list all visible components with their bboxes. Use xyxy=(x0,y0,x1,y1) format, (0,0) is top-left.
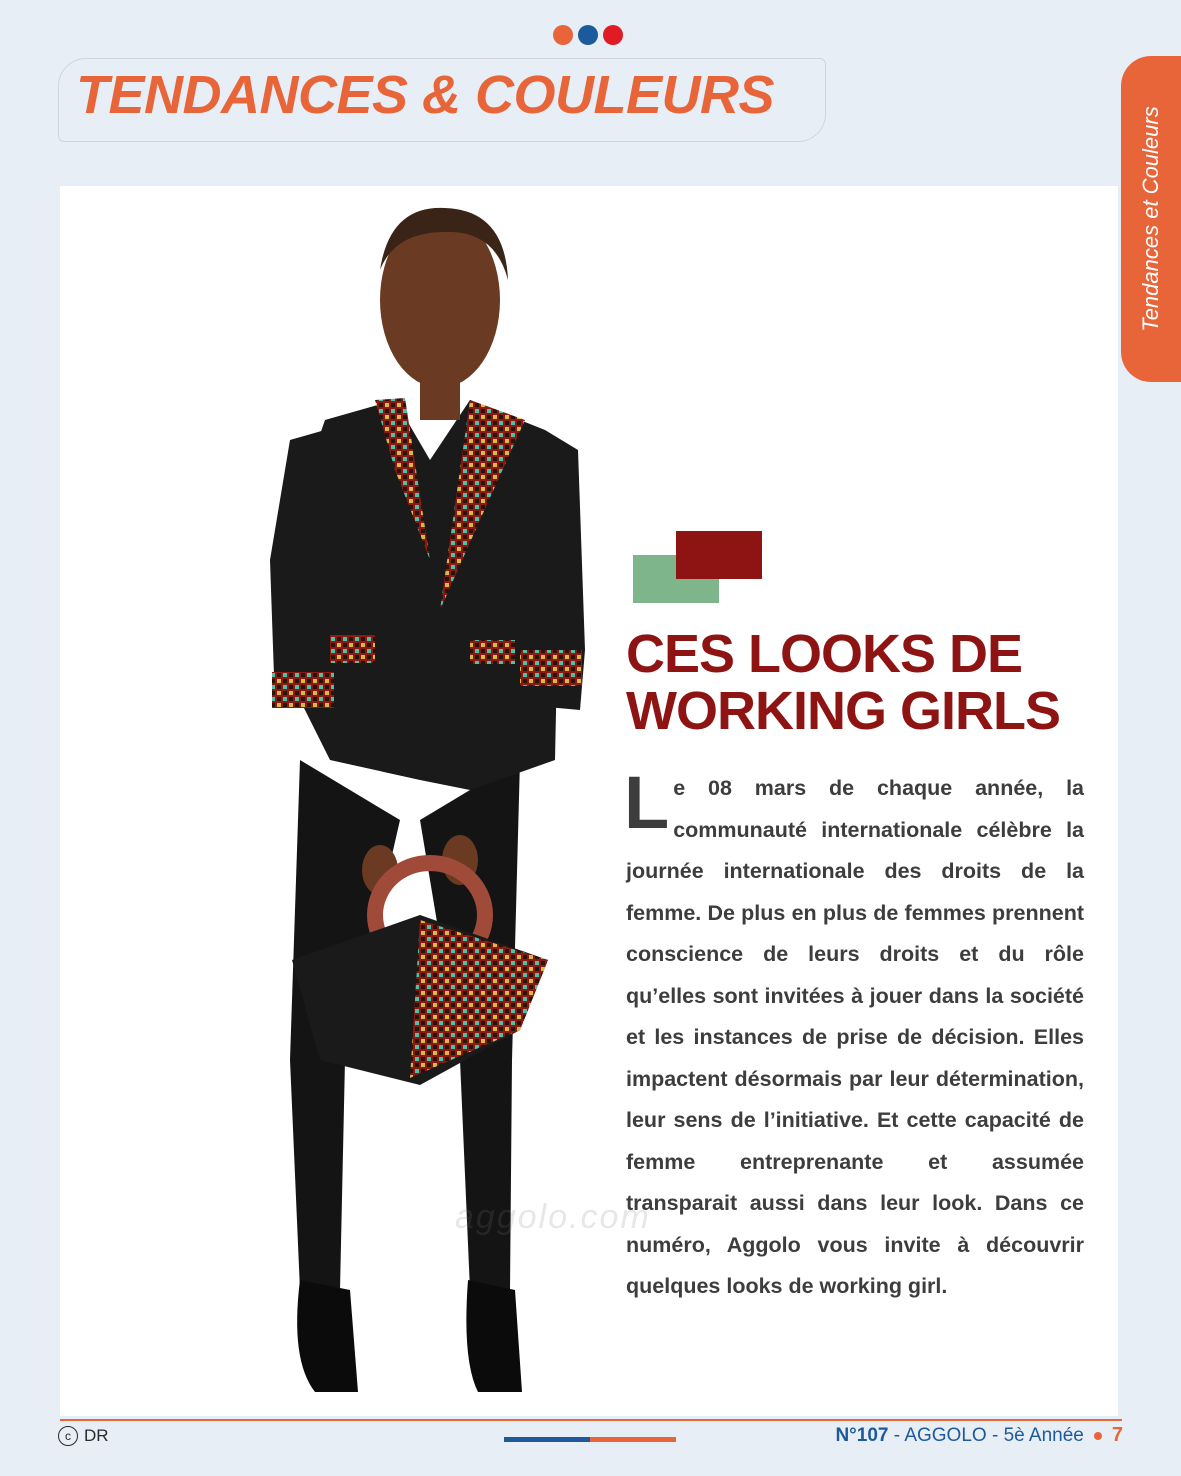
blue-dot xyxy=(578,25,598,45)
issue-number: N°107 xyxy=(835,1424,889,1446)
headline-line-1: CES LOOKS DE xyxy=(626,624,1023,684)
decor-red-block xyxy=(676,531,762,579)
photo-credit xyxy=(58,1426,109,1446)
watermark: aggolo.com xyxy=(455,1198,651,1236)
red-dot xyxy=(603,25,623,45)
page-number: 7 xyxy=(1111,1424,1123,1446)
publication-info: - AGGOLO - 5è Année xyxy=(893,1424,1084,1446)
drop-cap: L xyxy=(624,761,670,844)
orange-dot xyxy=(553,25,573,45)
separator-dot xyxy=(1094,1432,1102,1440)
credit-text: DR xyxy=(84,1426,109,1445)
header-dots xyxy=(553,25,623,45)
issue-info xyxy=(835,1424,1123,1447)
article-headline xyxy=(626,626,1106,740)
footer-bar-orange xyxy=(590,1437,676,1442)
copyright-icon: c xyxy=(58,1426,78,1446)
footer-bar-blue xyxy=(504,1437,590,1442)
footer-color-bar xyxy=(504,1437,676,1442)
headline-line-2: WORKING GIRLS xyxy=(626,681,1060,741)
side-section-label: Tendances et Couleurs xyxy=(1138,106,1163,332)
section-title: TENDANCES & COULEURS xyxy=(76,65,775,125)
footer-divider xyxy=(60,1419,1122,1421)
article-text: e 08 mars de chaque année, la communauté internationale célèbre la journée internationale des droits de la femme. De plus en plus de femmes prennent conscience de leurs droits et du rôle qu’elles sont invitées à jouer dans la société et les instances de prise de décision. Elles impactent désormais par leur détermination, leur sens de l’initiative. Et cette capacité de femme entreprenante et assumée transparait aussi dans leur look. Dans ce numéro, Aggolo vous invite à découvrir quelques looks de working girl. xyxy=(626,776,1084,1298)
article-body xyxy=(624,761,1084,1308)
